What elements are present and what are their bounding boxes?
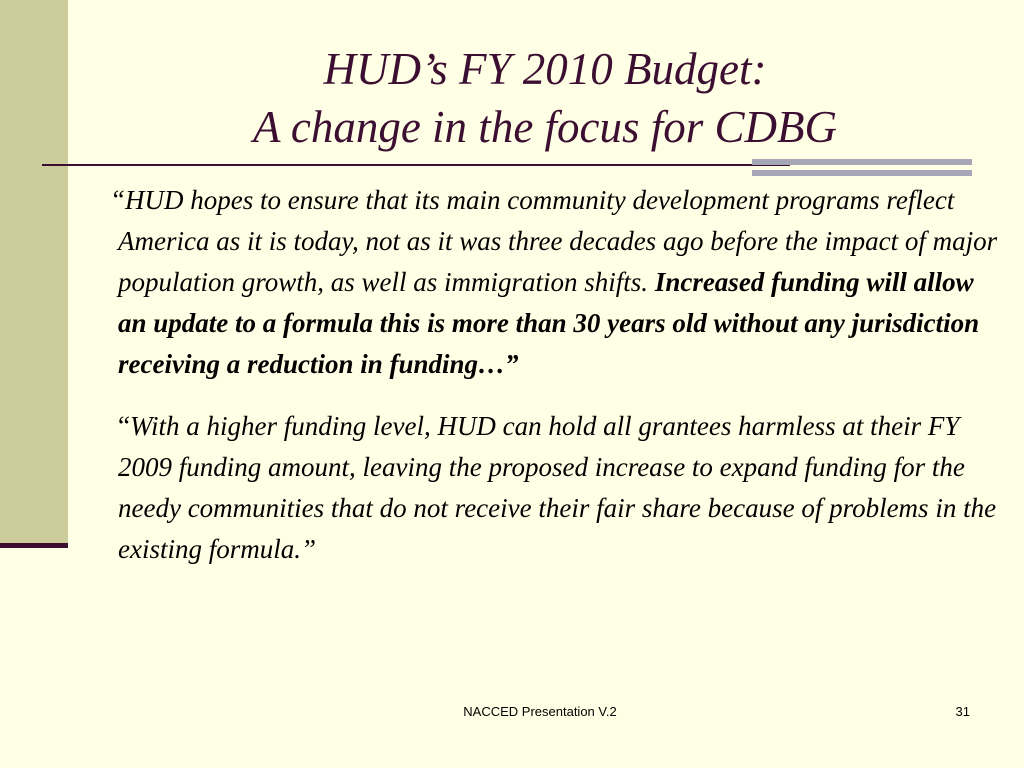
- title-line-2: A change in the focus for CDBG: [252, 102, 838, 152]
- slide-title: [120, 40, 970, 156]
- title-line-1: HUD’s FY 2010 Budget:: [323, 44, 767, 94]
- quote-2-text: With a higher funding level, HUD can hold all grantees harmless at their FY 2009 funding amount, leaving the proposed increase to expand funding for the needy communities that do not receive their fair share because of problems in the existing formula.”: [118, 411, 997, 564]
- quote-paragraph-2: [118, 406, 998, 570]
- quote-2-open-mark: “: [118, 411, 130, 441]
- title-divider-rule: [42, 164, 790, 166]
- left-bar-rule: [0, 543, 68, 548]
- quote-1-text: “HUD hopes to ensure that its main community development programs reflect America as it is today, not as it was three decades ago before the impact of major population growth, as well as immigration shifts.: [110, 185, 998, 297]
- quote-1-bold-text: Increased funding will allow an update to a formula this is more than 30 years old without any jurisdiction receiving a reduction in funding…”: [118, 267, 980, 379]
- page-number: 31: [955, 704, 970, 719]
- quote-paragraph-1: [110, 180, 998, 385]
- left-decorative-bar: [0, 0, 68, 545]
- title-accent-rule-bottom: [752, 170, 972, 176]
- title-accent-rule-top: [752, 159, 972, 165]
- footer-presentation-label: NACCED Presentation V.2: [463, 704, 617, 719]
- slide-body: [110, 180, 998, 570]
